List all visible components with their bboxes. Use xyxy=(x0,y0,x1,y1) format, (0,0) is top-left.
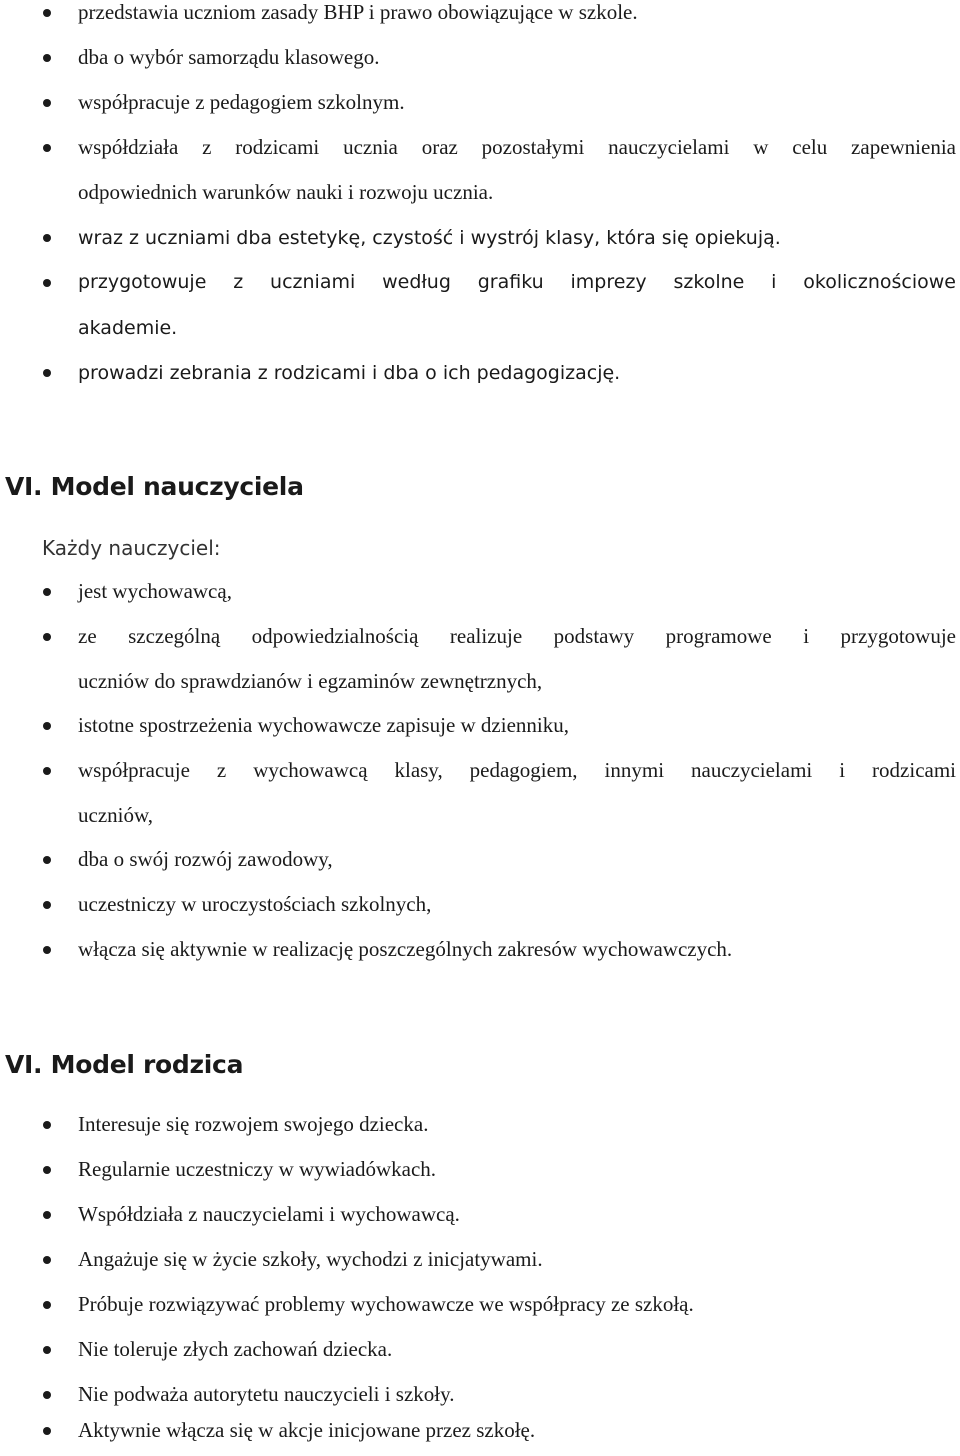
list-item-text-continued: uczniów, xyxy=(78,803,154,827)
list-item-text: istotne spostrzeżenia wychowawcze zapisuje w dzienniku, xyxy=(78,713,569,737)
list-item xyxy=(78,1237,956,1282)
list-item-text: współpracuje z pedagogiem szkolnym. xyxy=(78,90,405,114)
list-item xyxy=(78,35,956,80)
list-item-text: dba o swój rozwój zawodowy, xyxy=(78,847,333,871)
section-heading-teacher: VI. Model nauczyciela xyxy=(5,472,304,501)
list-item xyxy=(78,1408,956,1453)
list-item-text-continued: uczniów do sprawdzianów i egzaminów zewnętrznych, xyxy=(78,669,543,693)
list-item-text: Nie toleruje złych zachowań dziecka. xyxy=(78,1337,393,1361)
list-item-text: przedstawia uczniom zasady BHP i prawo obowiązujące w szkole. xyxy=(78,0,638,24)
list-item xyxy=(78,80,956,125)
list-item xyxy=(78,748,956,838)
section-heading-parent: VI. Model rodzica xyxy=(5,1050,244,1079)
list-item-text: prowadzi zebrania z rodzicami i dba o ich pedagogizację. xyxy=(78,362,621,384)
list-item xyxy=(78,569,956,614)
list-item xyxy=(78,927,956,972)
bullet-icon xyxy=(43,1121,51,1129)
bullet-icon xyxy=(43,1256,51,1264)
bullet-icon xyxy=(43,369,51,377)
list-item-text: wraz z uczniami dba estetykę, czystość i wystrój klasy, która się opiekują. xyxy=(78,227,781,249)
list-item xyxy=(78,1147,956,1192)
list-item-text: włącza się aktywnie w realizację poszczególnych zakresów wychowawczych. xyxy=(78,937,733,961)
list-item xyxy=(78,1327,956,1372)
list-item xyxy=(78,614,956,704)
list-item-text: przygotowuje z uczniami według grafiku imprezy szkolne i okolicznościowe xyxy=(78,271,956,293)
list-item xyxy=(78,215,956,261)
list-item-text: Aktywnie włącza się w akcje inicjowane przez szkołę. xyxy=(78,1418,536,1442)
list-item-text: Nie podważa autorytetu nauczycieli i szkoły. xyxy=(78,1382,455,1406)
list-item-text: Angażuje się w życie szkoły, wychodzi z inicjatywami. xyxy=(78,1247,543,1271)
bullet-icon xyxy=(43,633,51,641)
list-item-text-continued: akademie. xyxy=(78,317,178,339)
list-item-text: Interesuje się rozwojem swojego dziecka. xyxy=(78,1112,429,1136)
list-item xyxy=(78,125,956,215)
list-item-text: współpracuje z wychowawcą klasy, pedagogiem, innymi nauczycielami i rodzicami xyxy=(78,758,956,782)
bullet-icon xyxy=(43,856,51,864)
bullet-icon xyxy=(43,99,51,107)
bullet-icon xyxy=(43,1346,51,1354)
bullet-icon xyxy=(43,9,51,17)
list-item xyxy=(78,0,956,35)
bullet-icon xyxy=(43,1301,51,1309)
list-item xyxy=(78,1192,956,1237)
list-item-text: ze szczególną odpowiedzialnością realizuje podstawy programowe i przygotowuje xyxy=(78,624,956,648)
bullet-icon xyxy=(43,234,51,242)
bullet-icon xyxy=(43,1166,51,1174)
list-item xyxy=(78,703,956,748)
bullet-icon xyxy=(43,767,51,775)
list-item-text: Regularnie uczestniczy w wywiadówkach. xyxy=(78,1157,437,1181)
bullet-icon xyxy=(43,946,51,954)
list-item xyxy=(78,882,956,927)
bullet-icon xyxy=(43,54,51,62)
list-item-text-continued: odpowiednich warunków nauki i rozwoju ucznia. xyxy=(78,180,494,204)
bullet-icon xyxy=(43,901,51,909)
list-item-text: Próbuje rozwiązywać problemy wychowawcze we współpracy ze szkołą. xyxy=(78,1292,694,1316)
list-item-text: dba o wybór samorządu klasowego. xyxy=(78,45,380,69)
bullet-icon xyxy=(43,1211,51,1219)
bullet-icon xyxy=(43,1427,51,1435)
bullet-icon xyxy=(43,588,51,596)
list-item xyxy=(78,350,956,396)
list-item-text: Współdziała z nauczycielami i wychowawcą. xyxy=(78,1202,460,1226)
bullet-icon xyxy=(43,144,51,152)
section-intro: Każdy nauczyciel: xyxy=(42,536,221,560)
list-item xyxy=(78,837,956,882)
list-item xyxy=(78,1282,956,1327)
list-item-text: jest wychowawcą, xyxy=(78,579,232,603)
bullet-icon xyxy=(43,279,51,287)
list-item xyxy=(78,260,956,351)
bullet-icon xyxy=(43,1391,51,1399)
bullet-icon xyxy=(43,722,51,730)
list-item-text: uczestniczy w uroczystościach szkolnych, xyxy=(78,892,432,916)
list-item-text: współdziała z rodzicami ucznia oraz pozostałymi nauczycielami w celu zapewnienia xyxy=(78,135,956,159)
list-item xyxy=(78,1102,956,1147)
